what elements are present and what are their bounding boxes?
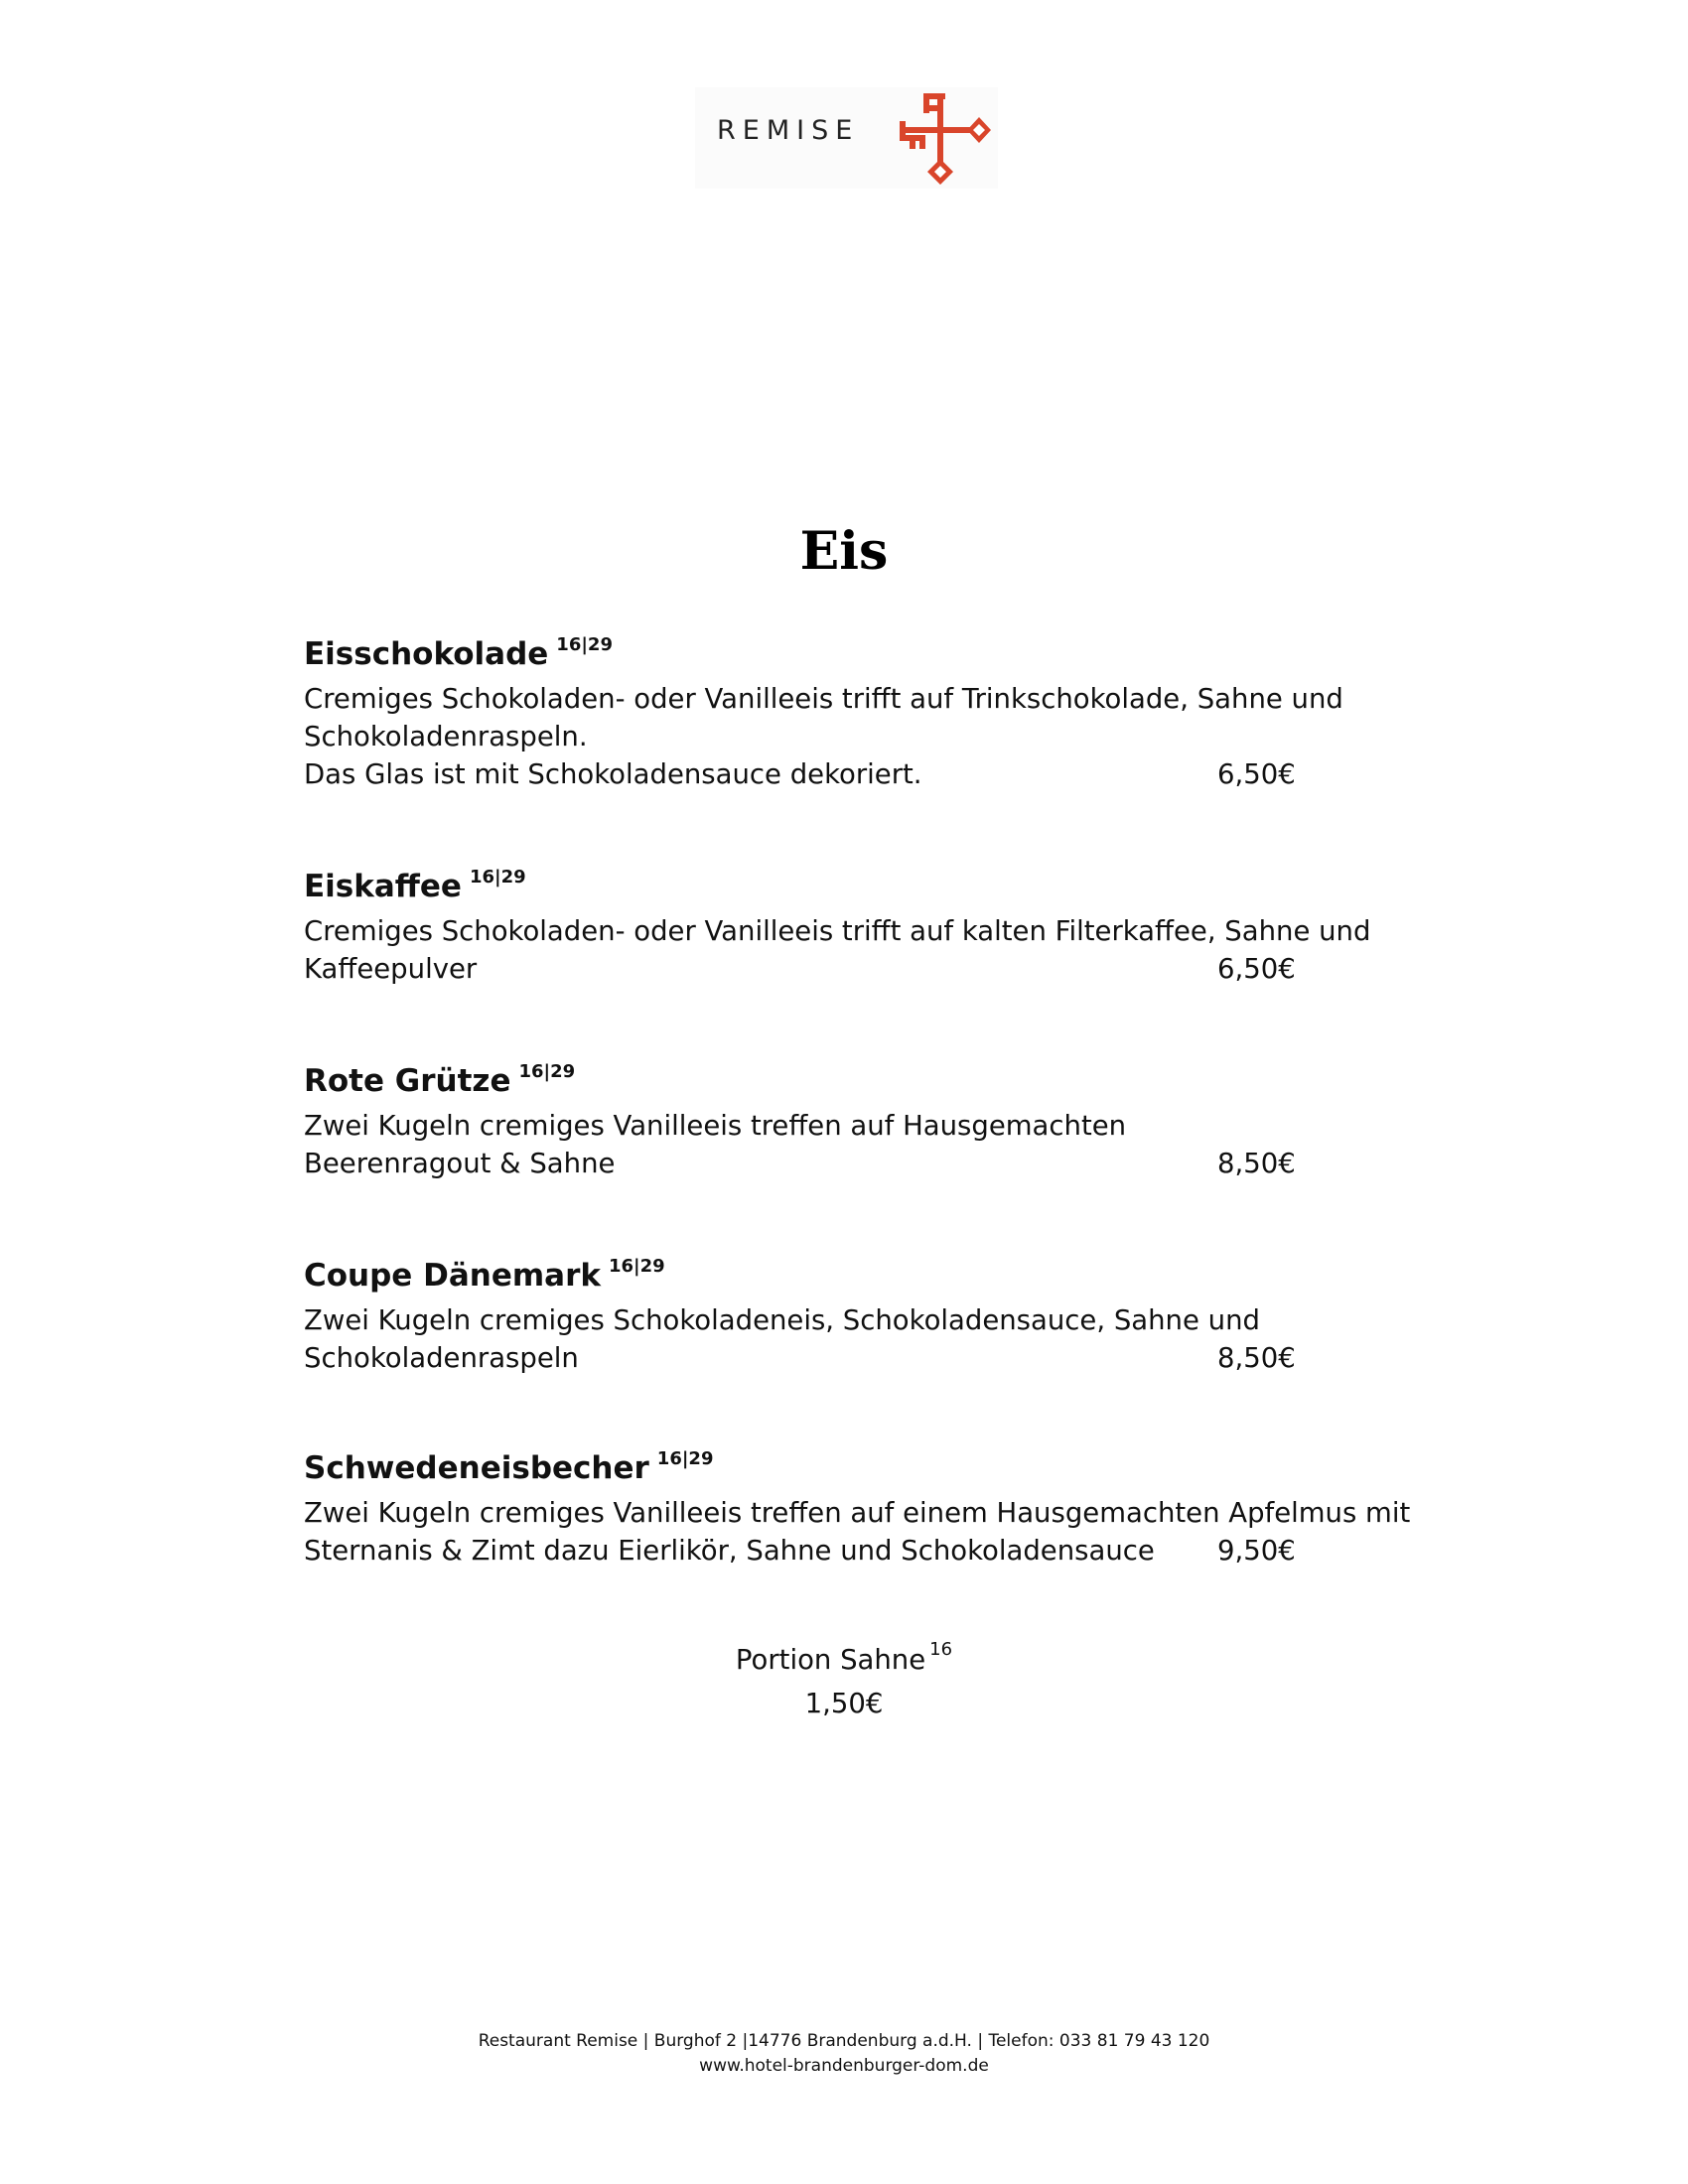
extra-price: 1,50€: [804, 1688, 884, 1719]
extra-item: [0, 1640, 1688, 1723]
logo-wordmark: REMISE: [717, 115, 860, 146]
item-name: Rote Grütze $^{16|29}$: [304, 1061, 576, 1099]
menu-item: [304, 635, 1396, 793]
item-name: Eiskaffee $^{16|29}$: [304, 867, 526, 904]
item-name: Eisschokolade $^{16|29}$: [304, 634, 613, 672]
menu-item: [304, 868, 1396, 988]
item-description-line: Cremiges Schokoladen- oder Vanilleeis trifft auf Trinkschokolade, Sahne und: [304, 683, 1343, 715]
item-price: 8,50€: [1217, 1148, 1296, 1179]
item-name: Schwedeneisbecher $^{16|29}$: [304, 1448, 714, 1486]
item-price: 6,50€: [1217, 758, 1296, 790]
item-price: 9,50€: [1217, 1535, 1296, 1567]
item-description-line: Zwei Kugeln cremiges Schokoladeneis, Schokoladensauce, Sahne und: [304, 1304, 1260, 1336]
footer-website: www.hotel-brandenburger-dom.de: [699, 2056, 989, 2076]
item-price: 6,50€: [1217, 953, 1296, 985]
allergen-codes: 16|29: [556, 634, 613, 655]
item-description-line: Sternanis & Zimt dazu Eierlikör, Sahne und Schokoladensauce 9,50€: [304, 1532, 1396, 1570]
allergen-codes: 16|29: [609, 1256, 665, 1277]
item-description-line: Cremiges Schokoladen- oder Vanilleeis trifft auf kalten Filterkaffee, Sahne und: [304, 915, 1371, 947]
menu-item: [304, 1448, 1411, 1570]
item-description-line: Beerenragout & Sahne 8,50€: [304, 1145, 1396, 1182]
menu-item: [304, 1257, 1396, 1377]
key-cross-icon: [894, 91, 993, 187]
allergen-codes: 16|29: [518, 1061, 576, 1082]
item-description-line: Schokoladenraspeln.: [304, 721, 588, 752]
allergen-codes: 16: [929, 1639, 953, 1660]
item-description-line: Zwei Kugeln cremiges Vanilleeis treffen auf Hausgemachten: [304, 1110, 1127, 1142]
item-description-line: Das Glas ist mit Schokoladensauce dekoriert. 6,50€: [304, 755, 1396, 793]
logo: [695, 87, 998, 189]
item-name: Coupe Dänemark $^{16|29}$: [304, 1256, 665, 1294]
footer-address: Restaurant Remise | Burghof 2 |14776 Brandenburg a.d.H. | Telefon: 033 81 79 43 120: [478, 2031, 1210, 2051]
item-description-line: Zwei Kugeln cremiges Vanilleeis treffen auf einem Hausgemachten Apfelmus mit: [304, 1497, 1411, 1529]
extra-name: Portion Sahne $^{16}$: [735, 1639, 953, 1676]
allergen-codes: 16|29: [469, 867, 526, 887]
item-price: 8,50€: [1217, 1342, 1296, 1374]
allergen-codes: 16|29: [656, 1448, 714, 1469]
item-description-line: Kaffeepulver 6,50€: [304, 950, 1396, 988]
item-description-line: Schokoladenraspeln 8,50€: [304, 1339, 1396, 1377]
page-title: Eis: [799, 521, 889, 582]
menu-item: [304, 1062, 1396, 1182]
footer: [0, 2029, 1688, 2079]
